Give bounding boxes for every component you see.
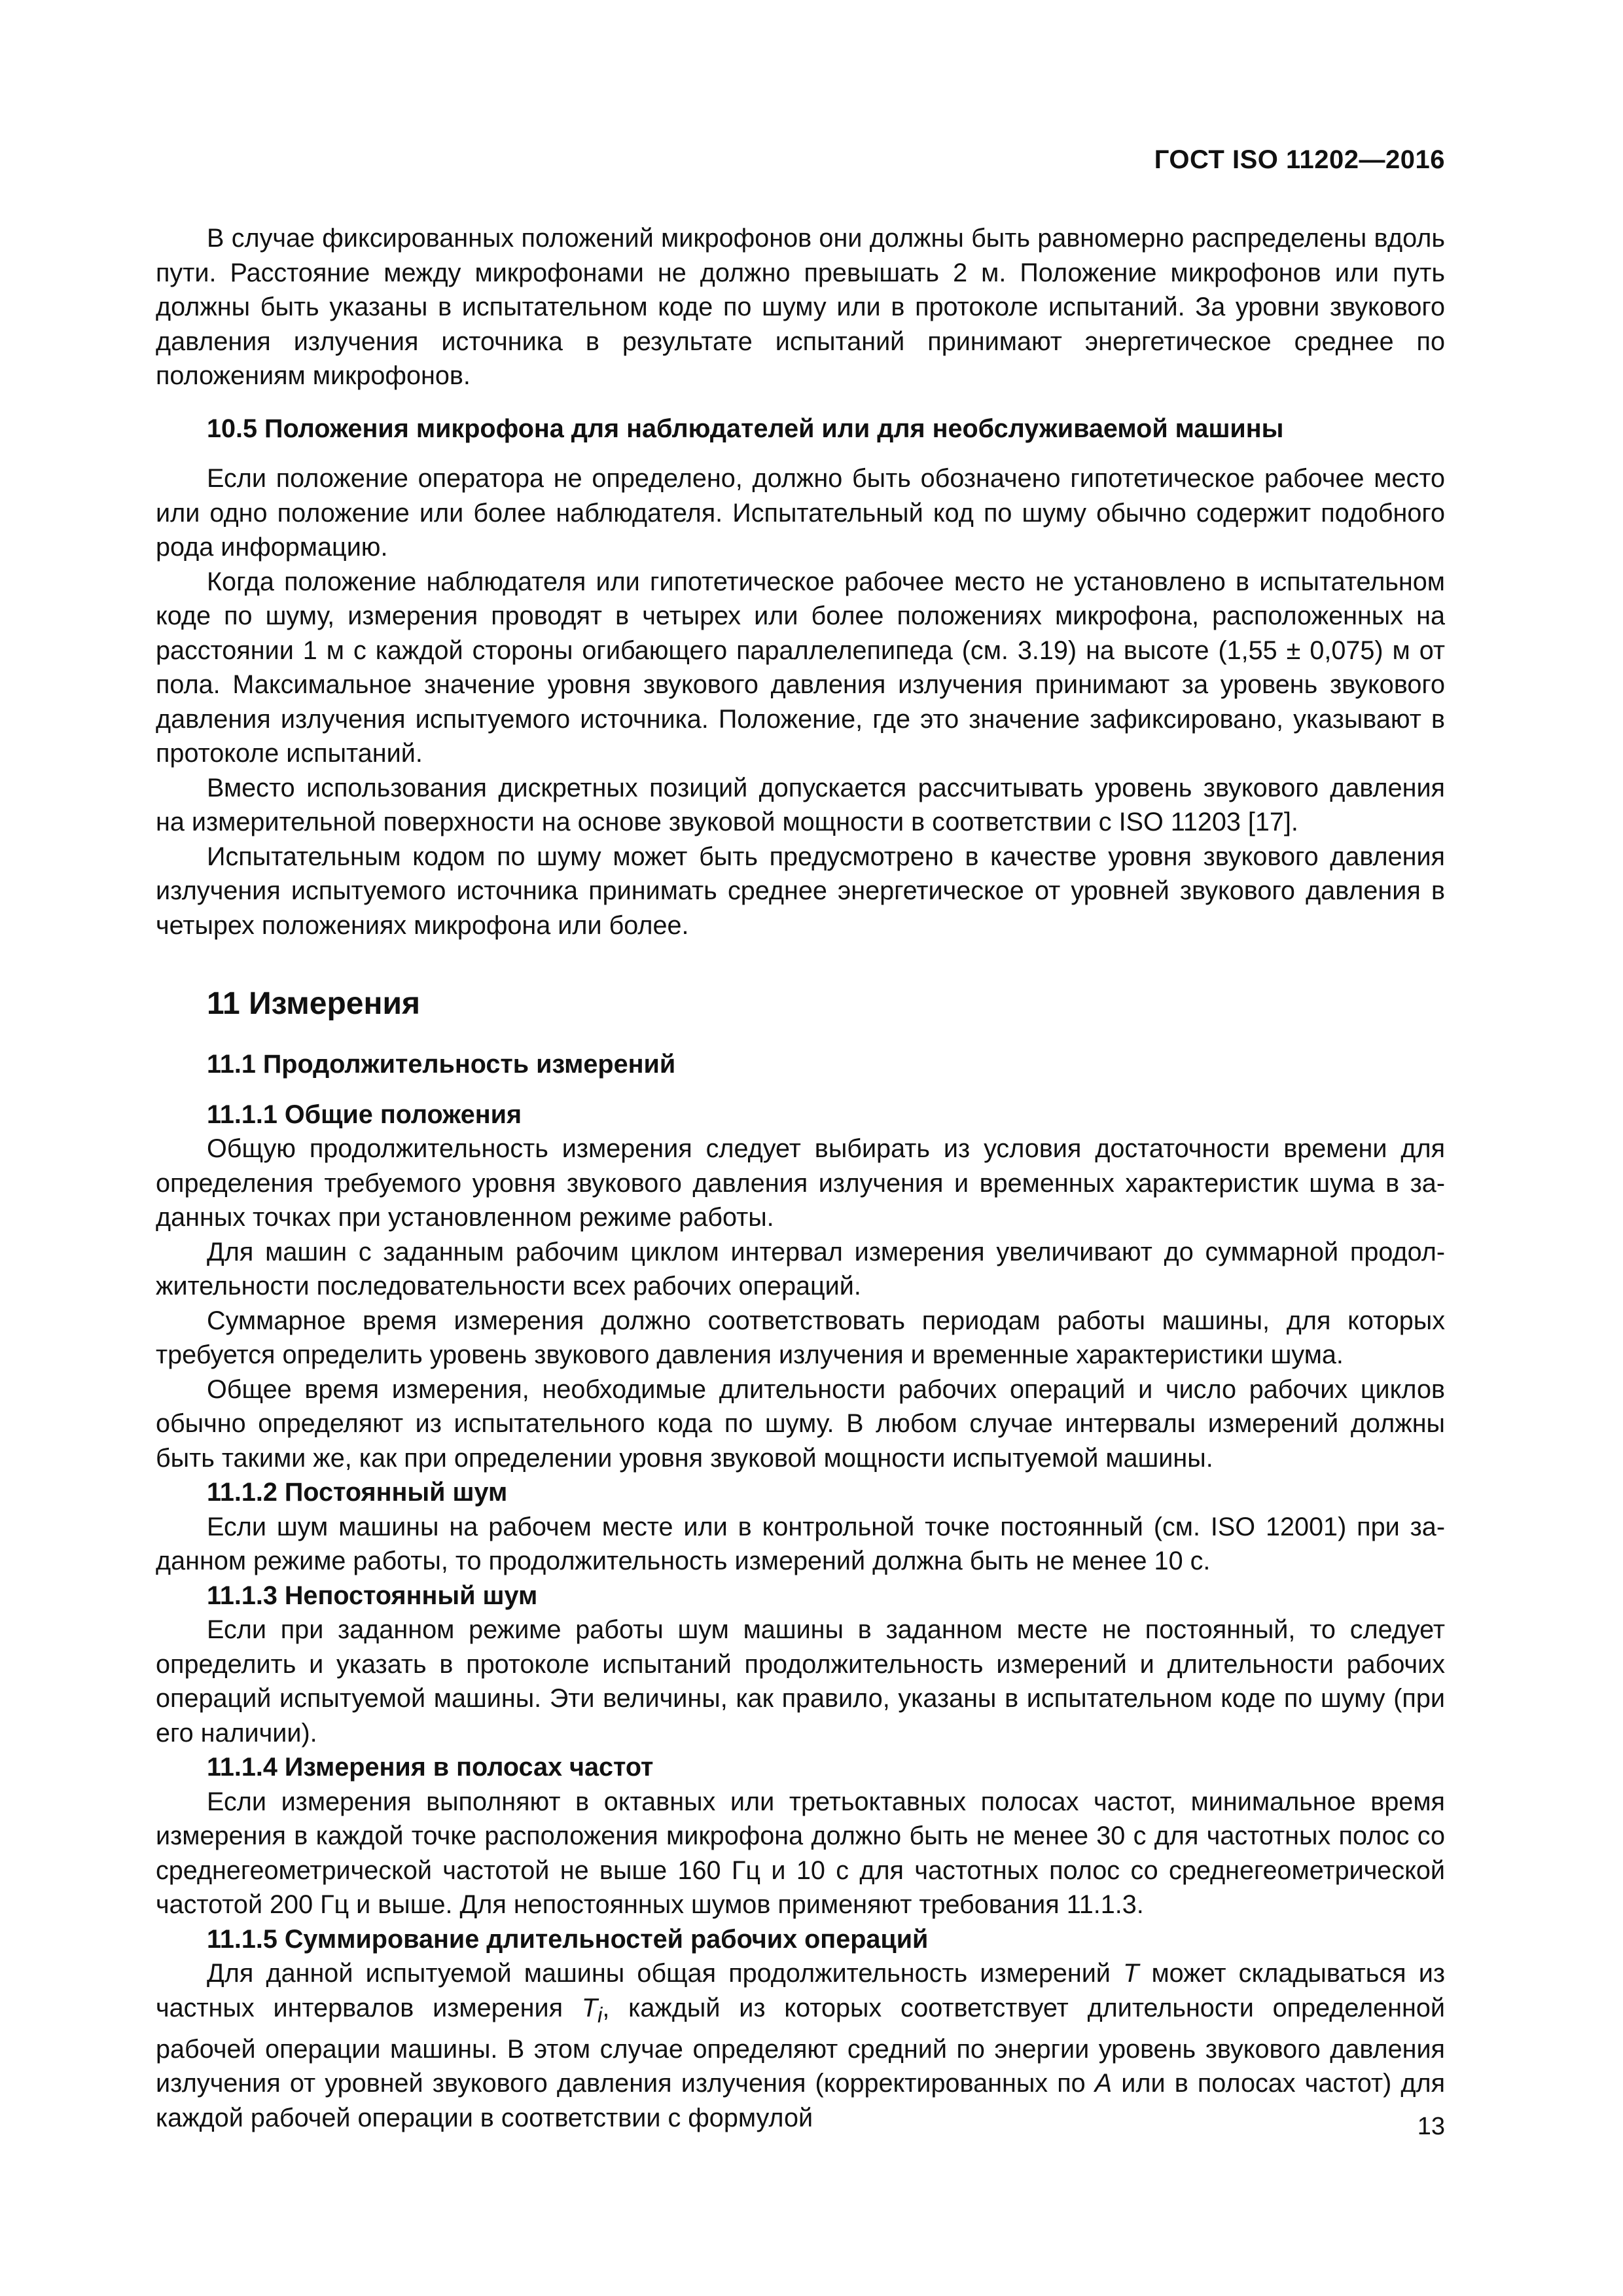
document-header-id: ГОСТ ISO 11202—2016 bbox=[1154, 145, 1445, 174]
heading-11-1-1: 11.1.1 Общие положения bbox=[207, 1100, 522, 1129]
paragraph-10-5-d: Испытательным кодом по шуму может быть предусмотрено в качестве уровня звукового давления излучения испытуемого источника принимать среднее энергетическое от уровней звукового давления в четырех положениях микрофона или более. bbox=[156, 842, 1445, 940]
paragraph-11-1-5-text-4: или в полосах частот) для каждой рабочей операции в соответствии с формулой bbox=[156, 2069, 1445, 2132]
heading-11-1-2: 11.1.2 Постоянный шум bbox=[207, 1478, 508, 1507]
paragraph-10-5-c: Вместо использования дискретных позиций допускается рассчитывать уровень звукового давления на измерительной поверхности на основе звуковой мощности в соответствии с ISO 11203 [17]. bbox=[156, 773, 1445, 836]
heading-section-11: 11 Измерения bbox=[207, 986, 420, 1021]
paragraph-11-1-1-c: Суммарное время измерения должно соответствовать периодам работы машины, для которых требуется определить уровень звукового давления излучения и временные характеристики шума. bbox=[156, 1306, 1445, 1369]
heading-11-1-5: 11.1.5 Суммирование длительностей рабочих операций bbox=[207, 1924, 929, 1954]
heading-11-1-4: 11.1.4 Измерения в полосах частот bbox=[207, 1753, 654, 1782]
paragraph-11-1-1-a: Общую продолжительность измерения следует выбирать из условия достаточности времени для определения требуемого уровня звукового давления излучения и временных характеристик шума в заданных точках при установленном режиме работы. bbox=[156, 1134, 1445, 1232]
paragraph-11-1-2: Если шум машины на рабочем месте или в контрольной точке постоянный (см. ISO 12001) при заданном режиме работы, то продолжительность измерений должна быть не менее 10 с. bbox=[156, 1512, 1445, 1575]
page-number: 13 bbox=[1417, 2113, 1445, 2140]
paragraph-10-5-b: Когда положение наблюдателя или гипотетическое рабочее место не установлено в испытательном коде по шуму, измерения проводят в четырех или более положениях микрофона, расположенных на расстоянии 1 м с каждой стороны огибающего параллелепипеда (см. 3.19) на высоте (1,55 ± 0,075) м от пола. Максимальное значение уровня звукового давления излучения принимают за уровень звукового давления излучения испытуемого источника. Положение, где это значение зафиксировано, указывают в протоколе испытаний. bbox=[156, 567, 1445, 768]
heading-11-1-3: 11.1.3 Непостоянный шум bbox=[207, 1581, 538, 1610]
paragraph-11-1-3: Если при заданном режиме работы шум машины в заданном месте не постоянный, то следует определить и указать в протоколе испытаний продолжительность измерений и длительности рабочих операций испытуемой машины. Эти величины, как правило, указаны в испытательном коде по шуму (при его наличии). bbox=[156, 1615, 1445, 1748]
variable-Ti bbox=[581, 1993, 603, 2027]
variable-Ti-base: T bbox=[581, 1993, 598, 2022]
paragraph-11-1-1-d: Общее время измерения, необходимые длительности рабочих операций и число рабочих циклов обычно определяют из испытательного кода по шуму. В любом случае интервалы измерений должны быть такими же, как при определении уровня звуковой мощности испытуемой машины. bbox=[156, 1374, 1445, 1473]
paragraph-11-1-5-text-2: может складываться из частных интервалов измерения bbox=[156, 1959, 1445, 2022]
paragraph-11-1-1-b: Для машин с заданным рабочим циклом интервал измерения увеличивают до суммарной продолжительности последовательности всех рабочих операций. bbox=[156, 1237, 1445, 1300]
variable-T: T bbox=[1123, 1959, 1139, 1988]
paragraph-10-5-a: Если положение оператора не определено, должно быть обозначено гипотетическое рабочее место или одно положение или более наблюдателя. Испытательный код по шуму обычно содержит подобного рода информацию. bbox=[156, 464, 1445, 562]
heading-10-5: 10.5 Положения микрофона для наблюдателей или для необслуживаемой машины bbox=[207, 414, 1284, 443]
paragraph-11-1-4: Если измерения выполняют в октавных или третьоктавных полосах частот, минимальное время измерения в каждой точке расположения микрофона должно быть не менее 30 с для частотных полос со среднегеометрической частотой не выше 160 Гц и 10 с для частотных полос со среднегеометрической частотой 200 Гц и выше. Для непостоянных шумов применяют требования 11.1.3. bbox=[156, 1787, 1445, 1919]
paragraph-11-1-5 bbox=[156, 1956, 1445, 2135]
heading-11-1: 11.1 Продолжительность измерений bbox=[207, 1050, 676, 1079]
variable-Ti-subscript: i bbox=[597, 2002, 603, 2027]
paragraph-11-1-5-text-1: Для данной испытуемой машины общая продолжительность измерений bbox=[207, 1959, 1124, 1988]
paragraph-11-1-5-text-3: , каждый из которых соответствует длительности определенной рабочей операции машины. В этом случае определяют средний по энергии уровень звукового давления излучения от уровней звукового давления излучения (корректированных по bbox=[156, 1993, 1445, 2098]
variable-A: A bbox=[1094, 2069, 1113, 2098]
paragraph-intro: В случае фиксированных положений микрофонов они должны быть равномерно распределены вдоль пути. Расстояние между микрофонами не должно превышать 2 м. Положение микрофонов или путь должны быть указаны в испытательном коде по шуму или в протоколе испытаний. За уровни звукового давления излучения источника в результате испытаний принимают энергетическое среднее по положениям микрофонов. bbox=[156, 224, 1445, 390]
document-body bbox=[156, 221, 1445, 2135]
